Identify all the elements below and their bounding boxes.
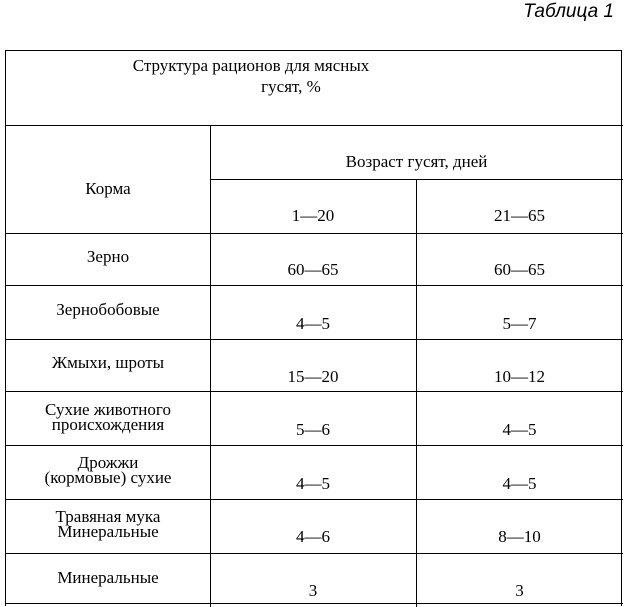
- row-value-1-20: 4—5: [296, 474, 330, 493]
- row-label: Травяная мука: [55, 507, 161, 526]
- row-label-line2: (кормовые) сухие: [44, 468, 172, 487]
- row-divider: [6, 285, 623, 286]
- row-value-21-65: 3: [515, 581, 524, 600]
- row-label: Минеральные: [57, 568, 159, 587]
- age-21-65-header: 21—65: [494, 206, 545, 225]
- row-value-1-20: 5—6: [296, 420, 330, 439]
- header-divider: [6, 233, 623, 234]
- table-caption: Таблица 1: [523, 1, 614, 22]
- feed-column-header: Корма: [85, 179, 131, 198]
- row-value-1-20: 4—6: [296, 527, 330, 546]
- row-divider: [6, 391, 623, 392]
- row-divider: [6, 339, 623, 340]
- feed-table: [5, 50, 622, 606]
- row-label: Дрожжи: [77, 453, 139, 472]
- row-divider: [6, 499, 623, 500]
- table-title-line1: Структура рационов для мясных: [132, 56, 370, 75]
- bottom-border: [6, 603, 623, 604]
- row-value-1-20: 15—20: [287, 367, 339, 386]
- row-label-line2: Минеральные: [57, 522, 159, 541]
- row-value-21-65: 60—65: [494, 260, 545, 279]
- row-divider: [6, 553, 623, 554]
- row-value-1-20: 4—5: [296, 314, 330, 333]
- row-value-1-20: 3: [308, 581, 318, 600]
- row-label-line2: происхождения: [51, 415, 165, 434]
- row-label: Сухие животного: [45, 400, 171, 419]
- row-label: Зернобобовые: [56, 300, 160, 319]
- row-label: Жмыхи, шроты: [51, 353, 165, 372]
- row-value-1-20: 60—65: [287, 260, 339, 279]
- row-label: Зерно: [86, 247, 130, 266]
- row-value-21-65: 5—7: [502, 314, 537, 333]
- row-divider: [6, 445, 623, 446]
- age-1-20-header: 1—20: [291, 206, 335, 225]
- row-value-21-65: 10—12: [494, 367, 545, 386]
- row-value-21-65: 4—5: [502, 474, 537, 493]
- row-value-21-65: 8—10: [498, 527, 541, 546]
- table-title-line2: гусят, %: [261, 77, 321, 96]
- age-column-header: Возраст гусят, дней: [345, 152, 488, 171]
- title-divider: [6, 125, 623, 126]
- row-value-21-65: 4—5: [502, 420, 537, 439]
